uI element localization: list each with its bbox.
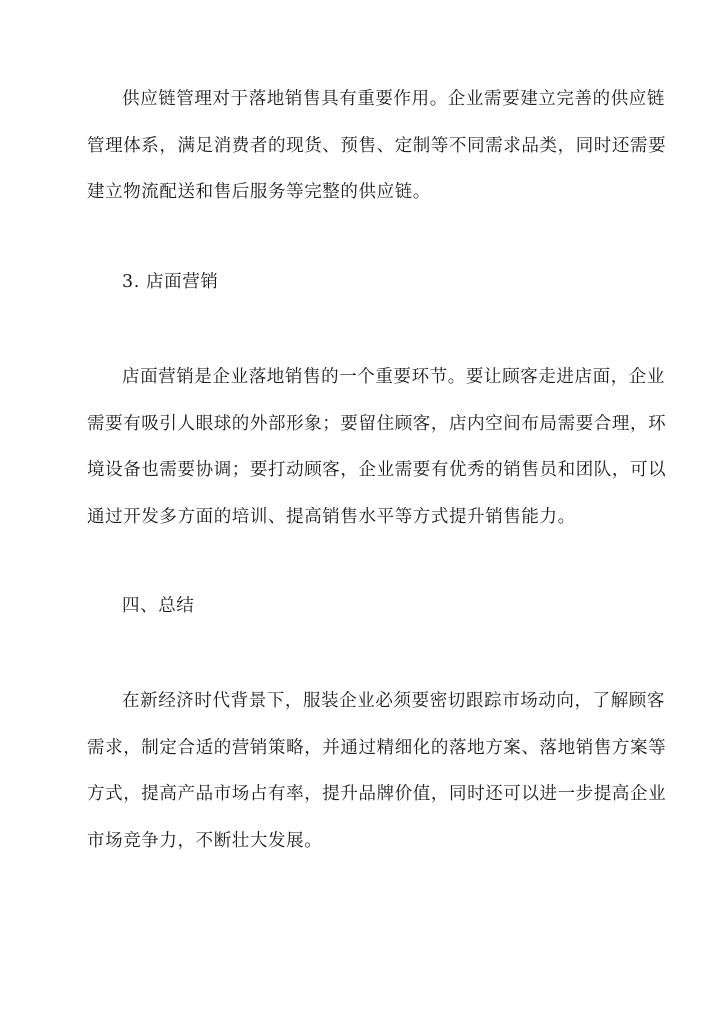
- paragraph-line: 店面营销是企业落地销售的一个重要环节。要让顾客走进店面，企业: [122, 367, 665, 387]
- paragraph-line: 管理体系，满足消费者的现货、预售、定制等不同需求品类，同时还需要: [87, 135, 667, 156]
- paragraph-store-marketing: [87, 354, 667, 540]
- paragraph-line: 在新经济时代背景下，服装企业必须要密切跟踪市场动向，了解顾客: [122, 691, 665, 711]
- section-heading-store-marketing: 3. 店面营销: [122, 272, 219, 292]
- paragraph-line: 建立物流配送和售后服务等完整的供应链。: [87, 182, 431, 202]
- paragraph-supply-chain: [87, 76, 667, 216]
- paragraph-line: 供应链管理对于落地销售具有重要作用。企业需要建立完善的供应链: [122, 89, 665, 109]
- section-heading-summary: 四、总结: [122, 596, 195, 616]
- paragraph-line: 通过开发多方面的培训、提高销售水平等方式提升销售能力。: [87, 506, 576, 527]
- paragraph-summary: [87, 678, 667, 864]
- paragraph-line: 需要有吸引人眼球的外部形象；要留住顾客，店内空间布局需要合理，环: [87, 413, 667, 434]
- paragraph-line: 市场竞争力，不断壮大发展。: [87, 830, 323, 851]
- paragraph-line: 境设备也需要协调；要打动顾客，企业需要有优秀的销售员和团队，可以: [87, 460, 667, 480]
- paragraph-line: 方式，提高产品市场占有率，提升品牌价值，同时还可以进一步提高企业: [87, 784, 667, 804]
- paragraph-line: 需求，制定合适的营销策略，并通过精细化的落地方案、落地销售方案等: [87, 737, 667, 758]
